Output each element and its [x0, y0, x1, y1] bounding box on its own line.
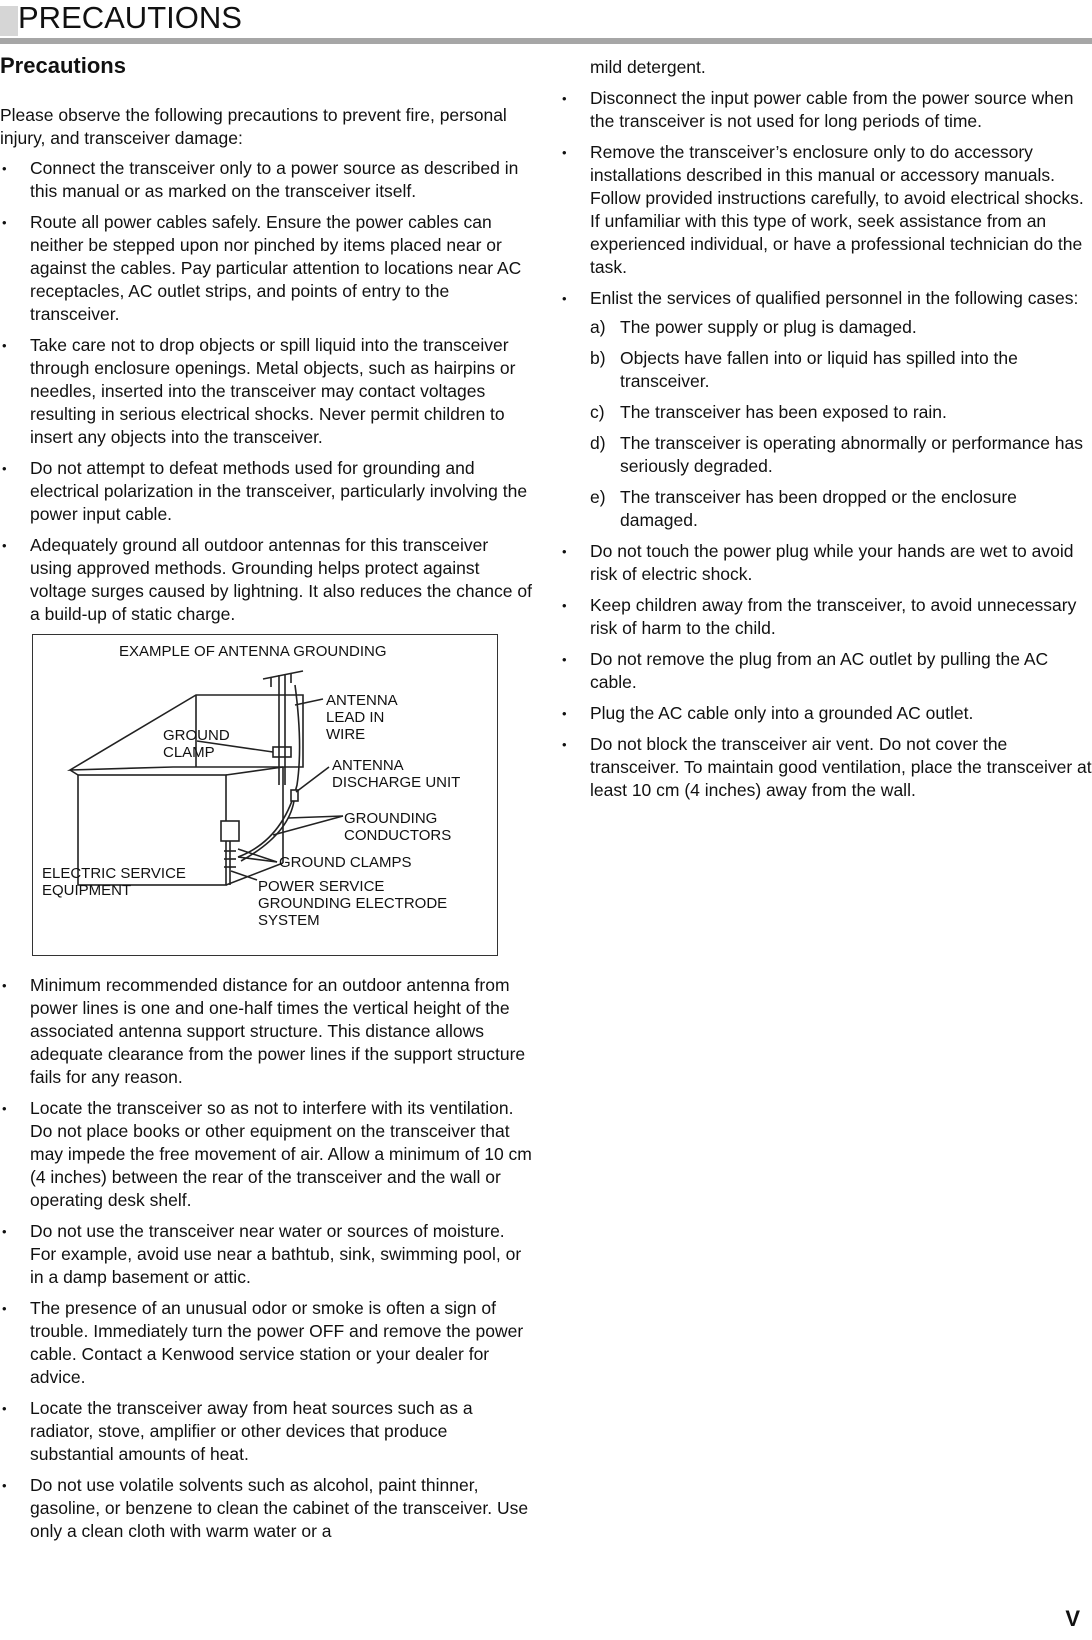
list-item — [560, 287, 1092, 532]
case-text: The transceiver has been exposed to rain. — [620, 402, 947, 422]
continued-text: mild detergent. — [590, 57, 706, 77]
page-title: PRECAUTIONS — [18, 0, 242, 35]
list-item: • Do not use volatile solvents such as alcohol, paint thinner, gasoline, or benzene to clean the cabinet of the transceiver. Use only a clean cloth with warm water or a — [0, 1474, 532, 1543]
case-marker: d) — [590, 433, 606, 453]
list-item: • Route all power cables safely. Ensure the power cables can neither be stepped upon nor pinched by items placed near or against the cables. Pay particular attention to locations near AC receptacles, AC outlet strips, and points of entry to the transceiver. — [0, 211, 532, 326]
discharge-unit-label: ANTENNA DISCHARGE UNIT — [332, 757, 461, 791]
case-text: The transceiver has been dropped or the enclosure damaged. — [620, 487, 1017, 530]
list-item: • Do not attempt to defeat methods used for grounding and electrical polarization in the transceiver, particularly involving the power input cable. — [0, 457, 532, 526]
case-text: The transceiver is operating abnormally or performance has seriously degraded. — [620, 433, 1083, 476]
list-item: • The presence of an unusual odor or smoke is often a sign of trouble. Immediately turn the power OFF and remove the power cable. Contact a Kenwood service station or your dealer for advice. — [0, 1297, 532, 1389]
case-item — [590, 401, 1092, 424]
case-marker: b) — [590, 348, 606, 368]
service-cases-list — [590, 316, 1092, 532]
intro-paragraph: Please observe the following precautions to prevent fire, personal injury, and transceiver damage: — [0, 105, 507, 148]
case-marker: e) — [590, 487, 606, 507]
case-text: Objects have fallen into or liquid has spilled into the transceiver. — [620, 348, 1018, 391]
enlist-text: • Enlist the services of qualified personnel in the following cases: — [590, 288, 1079, 308]
list-item: • Adequately ground all outdoor antennas for this transceiver using approved methods. Grounding helps protect against voltage surges caused by lightning. It also reduces the chance of a build-up of static charge. — [0, 534, 532, 626]
list-item: • Locate the transceiver so as not to interfere with its ventilation. Do not place books or other equipment on the transceiver that may impede the free movement of air. Allow a minimum of 10 cm (4 inches) between the rear of the transceiver and the wall or operating desk shelf. — [0, 1097, 532, 1212]
list-item: • Take care not to drop objects or spill liquid into the transceiver through enclosure openings. Metal objects, such as hairpins or needles, inserted into the transceiver may contact voltages resulting in serious electrical shocks. Never permit children to insert any objects into the transceiver. — [0, 334, 532, 449]
antenna-lead-label: ANTENNA LEAD IN WIRE — [326, 692, 398, 743]
case-item — [590, 486, 1092, 532]
case-item — [590, 316, 1092, 339]
electric-service-label: ELECTRIC SERVICE EQUIPMENT — [42, 865, 186, 899]
grounding-conductors-label: GROUNDING CONDUCTORS — [344, 810, 452, 844]
list-item: • Locate the transceiver away from heat sources such as a radiator, stove, amplifier or other devices that produce substantial amounts of heat. — [0, 1397, 532, 1466]
left-column — [0, 52, 532, 1551]
header-tab-marker — [0, 6, 18, 36]
list-item: • Do not use the transceiver near water or sources of moisture. For example, avoid use near a bathtub, sink, swimming pool, or in a damp basement or attic. — [0, 1220, 532, 1289]
list-item: • Do not block the transceiver air vent. Do not cover the transceiver. To maintain good ventilation, place the transceiver at least 10 cm (4 inches) away from the wall. — [560, 733, 1092, 802]
section-title: Precautions — [0, 53, 126, 78]
header-rule — [0, 38, 1092, 44]
list-item: • Do not remove the plug from an AC outlet by pulling the AC cable. — [560, 648, 1092, 694]
case-text: The power supply or plug is damaged. — [620, 317, 917, 337]
figure-title: EXAMPLE OF ANTENNA GROUNDING — [119, 643, 387, 660]
list-item: • Keep children away from the transceiver, to avoid unnecessary risk of harm to the child. — [560, 594, 1092, 640]
precautions-list-c — [560, 87, 1092, 802]
list-item: • Remove the transceiver’s enclosure only to do accessory installations described in this manual or accessory manuals. Follow provided instructions carefully, to avoid electrical shocks. If unfamiliar with this type of work, seek assistance from an experienced individual, or have a professional technician do the task. — [560, 141, 1092, 279]
precautions-list-b — [0, 974, 532, 1543]
ground-clamps-label: GROUND CLAMPS — [279, 854, 412, 871]
precautions-list-a — [0, 157, 532, 626]
right-column — [560, 56, 1092, 810]
case-marker: c) — [590, 402, 605, 422]
list-item: • Plug the AC cable only into a grounded AC outlet. — [560, 702, 1092, 725]
page-header — [0, 0, 1092, 44]
power-service-label: POWER SERVICE GROUNDING ELECTRODE SYSTEM — [258, 878, 448, 929]
list-item: • Connect the transceiver only to a power source as described in this manual or as marked on the transceiver itself. — [0, 157, 532, 203]
case-item — [590, 347, 1092, 393]
list-item: • Disconnect the input power cable from the power source when the transceiver is not used for long periods of time. — [560, 87, 1092, 133]
case-marker: a) — [590, 317, 606, 337]
list-item: • Minimum recommended distance for an outdoor antenna from power lines is one and one-half times the vertical height of the associated antenna support structure. This distance allows adequate clearance from the power lines if the support structure fails for any reason. — [0, 974, 532, 1089]
page-number: V — [1065, 1606, 1080, 1631]
case-item — [590, 432, 1092, 478]
antenna-grounding-figure — [32, 634, 498, 956]
ground-clamp-label: GROUND CLAMP — [163, 727, 230, 761]
list-item: • Do not touch the power plug while your hands are wet to avoid risk of electric shock. — [560, 540, 1092, 586]
